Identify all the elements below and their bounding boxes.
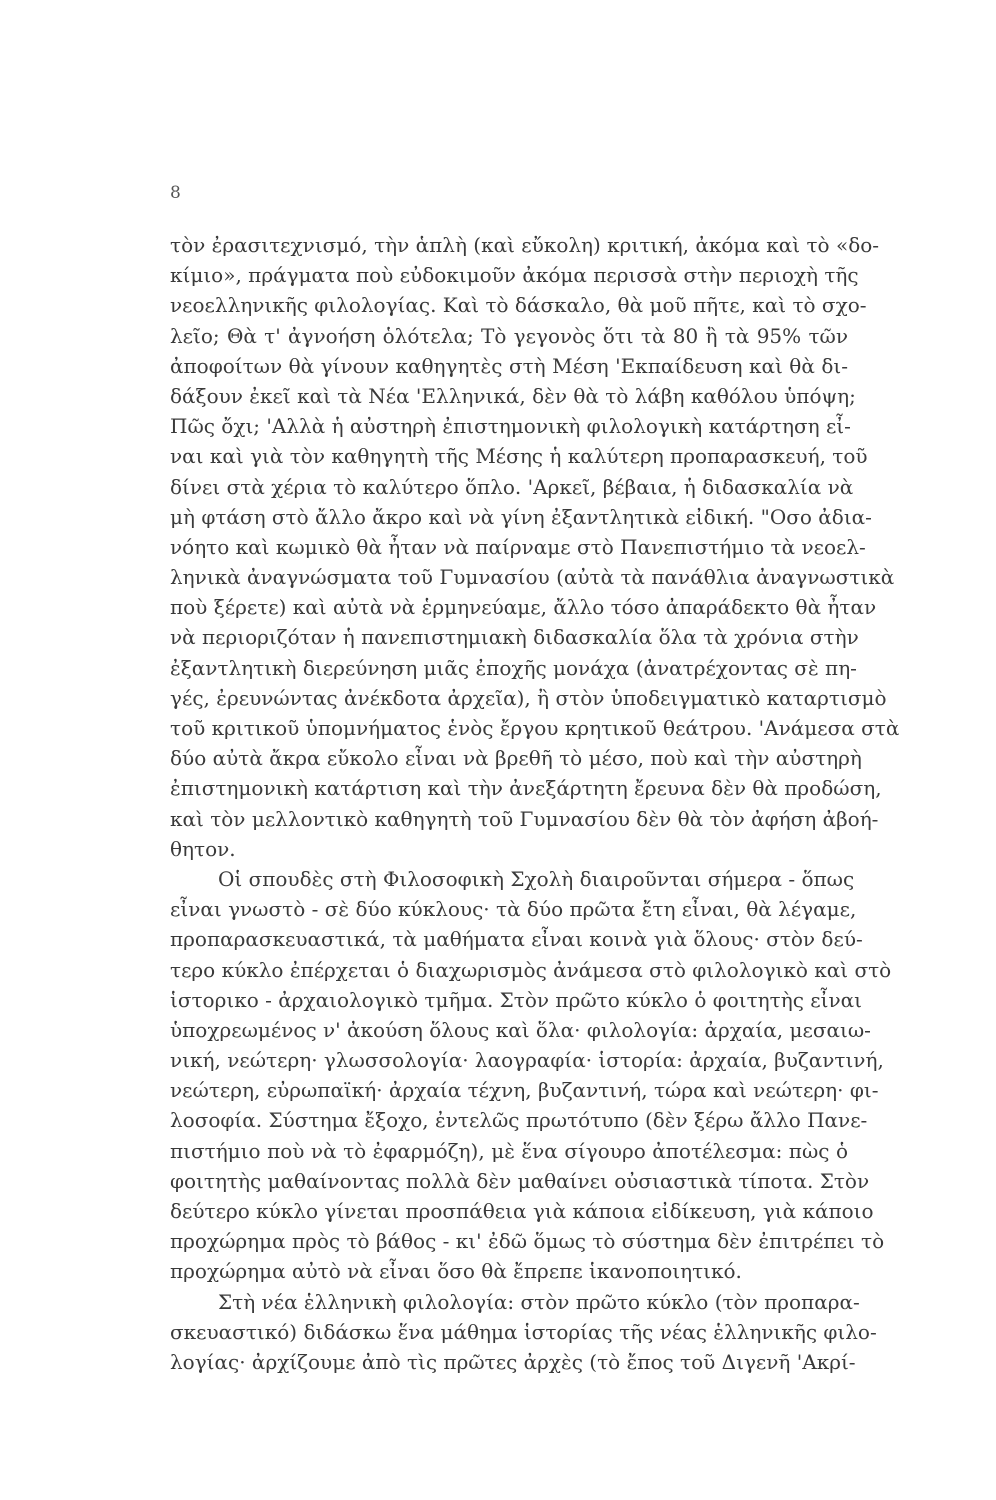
- text-line: ἐξαντλητικὴ διερεύνηση μιᾶς ἐποχῆς μονάχα (ἀνατρέχοντας σὲ πη-: [170, 655, 857, 680]
- paragraph-3: [170, 1287, 877, 1378]
- body-text: [170, 230, 900, 1377]
- text-line: ἀποφοίτων θὰ γίνουν καθηγητὲς στὴ Μέση 'Εκπαίδευση καὶ θὰ δι-: [170, 353, 848, 378]
- text-line: προπαρασκευαστικά, τὰ μαθήματα εἶναι κοινὰ γιὰ ὅλους· στὸν δεύ-: [170, 927, 863, 952]
- page-number: 8: [170, 183, 181, 203]
- text-line: λοσοφία. Σύστημα ἔξοχο, ἐντελῶς πρωτότυπο (δὲν ξέρω ἄλλο Πανε-: [170, 1108, 868, 1133]
- text-line: νική, νεώτερη· γλωσσολογία· λαογραφία· ἱστορία: ἀρχαία, βυζαντινή,: [170, 1048, 884, 1073]
- text-line: δεύτερο κύκλο γίνεται προσπάθεια γιὰ κάποια εἰδίκευση, γιὰ κάποιο: [170, 1199, 874, 1223]
- text-line: πιστήμιο ποὺ νὰ τὸ ἐφαρμόζη), μὲ ἕνα σίγουρο ἀποτέλεσμα: πὼς ὁ: [170, 1138, 848, 1163]
- text-line: λεῖο; Θὰ τ' ἀγνοήση ὁλότελα; Τὸ γεγονὸς ὅτι τὰ 80 ἢ τὰ 95% τῶν: [170, 323, 848, 348]
- text-line: δίνει στὰ χέρια τὸ καλύτερο ὅπλο. 'Αρκεῖ, βέβαια, ἡ διδασκαλία νὰ: [170, 474, 854, 499]
- text-line: Πῶς ὄχι; 'Αλλὰ ἡ αὐστηρὴ ἐπιστημονικὴ φιλολογικὴ κατάρτηση εἶ-: [170, 414, 851, 439]
- text-line: δάξουν ἐκεῖ καὶ τὰ Νέα 'Ελληνικά, δὲν θὰ τὸ λάβη καθόλου ὑπόψη;: [170, 383, 856, 408]
- text-line: λογίας· ἀρχίζουμε ἀπὸ τὶς πρῶτες ἀρχὲς (τὸ ἔπος τοῦ Διγενῆ 'Ακρί-: [170, 1349, 856, 1374]
- text-line: θητον.: [170, 836, 236, 861]
- text-line: ἱστορικο - ἀρχαιολογικὸ τμῆμα. Στὸν πρῶτο κύκλο ὁ φοιτητὴς εἶναι: [170, 987, 862, 1012]
- text-line: τερο κύκλο ἐπέρχεται ὁ διαχωρισμὸς ἀνάμεσα στὸ φιλολογικὸ καὶ στὸ: [170, 957, 892, 982]
- text-line: ναι καὶ γιὰ τὸν καθηγητὴ τῆς Μέσης ἡ καλύτερη προπαρασκευή, τοῦ: [170, 444, 868, 469]
- text-line: δύο αὐτὰ ἄκρα εὔκολο εἶναι νὰ βρεθῆ τὸ μέσο, ποὺ καὶ τὴν αὐστηρὴ: [170, 746, 862, 771]
- paragraph-1: [170, 230, 900, 864]
- text-line: ἐπιστημονικὴ κατάρτιση καὶ τὴν ἀνεξάρτητη ἔρευνα δὲν θὰ προδώση,: [170, 776, 882, 801]
- text-line: καὶ τὸν μελλοντικὸ καθηγητὴ τοῦ Γυμνασίου δὲν θὰ τὸν ἀφήση ἀβοή-: [170, 806, 879, 831]
- text-line: εἶναι γνωστὸ - σὲ δύο κύκλους· τὰ δύο πρῶτα ἔτη εἶναι, θὰ λέγαμε,: [170, 897, 857, 922]
- text-line: νόητο καὶ κωμικὸ θὰ ἦταν νὰ παίρναμε στὸ Πανεπιστήμιο τὰ νεοελ-: [170, 534, 866, 559]
- text-line: τὸν ἐρασιτεχνισμό, τὴν ἁπλὴ (καὶ εὔκολη) κριτική, ἀκόμα καὶ τὸ «δο-: [170, 233, 880, 257]
- text-line: σκευαστικό) διδάσκω ἕνα μάθημα ἱστορίας τῆς νέας ἑλληνικῆς φιλο-: [170, 1319, 877, 1344]
- text-line: φοιτητὴς μαθαίνοντας πολλὰ δὲν μαθαίνει οὐσιαστικὰ τίποτα. Στὸν: [170, 1168, 870, 1193]
- text-line: Οἱ σπουδὲς στὴ Φιλοσοφικὴ Σχολὴ διαιροῦνται σήμερα - ὅπως: [218, 866, 855, 891]
- text-line: τοῦ κριτικοῦ ὑπομνήματος ἑνὸς ἔργου κρητικοῦ θεάτρου. 'Ανάμεσα στὰ: [170, 716, 900, 740]
- text-line: γές, ἐρευνώντας ἀνέκδοτα ἀρχεῖα), ἢ στὸν ὑποδειγματικὸ καταρτισμὸ: [170, 685, 887, 710]
- text-line: μὴ φτάση στὸ ἄλλο ἄκρο καὶ νὰ γίνη ἐξαντλητικὰ εἰδική. "Οσο ἀδια-: [170, 504, 872, 529]
- text-line: νεώτερη, εὐρωπαϊκή· ἀρχαία τέχνη, βυζαντινή, τώρα καὶ νεώτερη· φι-: [170, 1078, 879, 1103]
- text-line: ποὺ ξέρετε) καὶ αὐτὰ νὰ ἑρμηνεύαμε, ἄλλο τόσο ἀπαράδεκτο θὰ ἦταν: [170, 595, 877, 620]
- paragraph-2: [170, 864, 892, 1287]
- text-line: προχώρημα πρὸς τὸ βάθος - κι' ἐδῶ ὅμως τὸ σύστημα δὲν ἐπιτρέπει τὸ: [170, 1229, 885, 1254]
- text-line: νὰ περιοριζόταν ἡ πανεπιστημιακὴ διδασκαλία ὅλα τὰ χρόνια στὴν: [170, 625, 859, 650]
- text-line: ὑποχρεωμένος ν' ἀκούση ὅλους καὶ ὅλα· φιλολογία: ἀρχαία, μεσαιω-: [170, 1017, 871, 1042]
- text-line: κίμιο», πράγματα ποὺ εὐδοκιμοῦν ἀκόμα περισσὰ στὴν περιοχὴ τῆς: [170, 263, 859, 288]
- text-line: ληνικὰ ἀναγνώσματα τοῦ Γυμνασίου (αὐτὰ τὰ πανάθλια ἀναγνωστικὰ: [170, 565, 895, 590]
- text-line: Στὴ νέα ἑλληνικὴ φιλολογία: στὸν πρῶτο κύκλο (τὸν προπαρα-: [218, 1289, 860, 1314]
- text-line: νεοελληνικῆς φιλολογίας. Καὶ τὸ δάσκαλο, θὰ μοῦ πῆτε, καὶ τὸ σχο-: [170, 293, 867, 318]
- text-line: προχώρημα αὐτὸ νὰ εἶναι ὅσο θὰ ἔπρεπε ἱκανοποιητικό.: [170, 1259, 742, 1284]
